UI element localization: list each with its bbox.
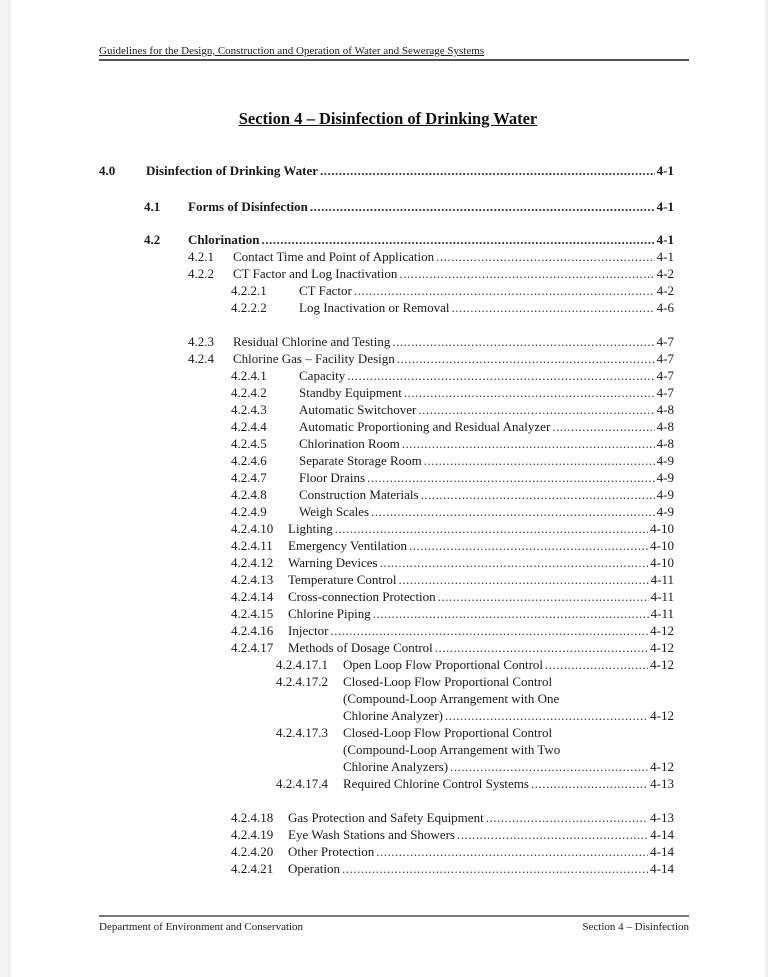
toc-entry-title: Operation [288,861,340,876]
toc-entry-title: Chlorine Piping [288,606,371,621]
toc-entry-number: 4.2.4.17 [231,640,274,655]
toc-entry-continuation [343,708,674,724]
toc-entry-page: 4-8 [656,436,674,451]
toc-entry-page: 4-1 [656,232,674,247]
toc-entry-page: 4-12 [650,640,674,655]
toc-entry-number: 4.2.4.18 [231,810,274,825]
toc-entry[interactable] [231,827,674,843]
toc-entry-page: 4-10 [650,555,674,570]
toc-entry-page: 4-1 [656,163,674,178]
toc-entry[interactable] [188,266,674,282]
dot-leader [335,521,648,537]
dot-leader [452,300,655,316]
toc-entry-number: 4.2.4.17.1 [276,657,328,672]
toc-entry[interactable] [231,470,674,486]
toc-entry-title: Warning Devices [288,555,378,570]
toc-entry-title-line2: (Compound-Loop Arrangement with Two [343,742,561,757]
toc-entry[interactable] [188,351,674,367]
toc-entry[interactable] [231,861,674,877]
toc-entry-title: Open Loop Flow Proportional Control [343,657,544,672]
toc-entry-title: Eye Wash Stations and Showers [288,827,455,842]
toc-entry-page: 4-12 [650,708,674,723]
toc-entry-title: Log Inactivation or Removal [299,300,450,315]
toc-entry-title: Closed-Loop Flow Proportional Control [343,725,553,740]
toc-entry-page: 4-1 [656,249,674,264]
toc-entry-page: 4-9 [656,487,674,502]
toc-entry-title: Closed-Loop Flow Proportional Control [343,674,553,689]
toc-entry[interactable] [188,334,674,350]
toc-entry[interactable] [188,249,674,265]
toc-entry[interactable] [99,163,674,179]
dot-leader [397,351,655,367]
dot-leader [450,759,648,775]
toc-entry[interactable] [231,538,674,554]
toc-entry-page: 4-13 [650,810,674,825]
toc-entry-number: 4.2.4.1 [231,368,267,383]
toc-entry-page: 4-14 [650,844,674,859]
toc-entry-title: Cross-connection Protection [288,589,436,604]
dot-leader [262,232,655,248]
dot-leader [457,827,648,843]
dot-leader [435,640,648,656]
toc-entry-title: Disinfection of Drinking Water [146,163,319,178]
toc-entry-page: 4-12 [650,759,674,774]
dot-leader [399,266,654,282]
toc-entry-number: 4.2.4 [188,351,214,366]
dot-leader [402,436,655,452]
toc-entry-title-line2: (Compound-Loop Arrangement with One [343,691,560,706]
toc-entry-title: Forms of Disinfection [188,199,308,214]
toc-entry-page: 4-7 [656,351,674,366]
toc-entry[interactable] [231,810,674,826]
toc-entry[interactable] [231,623,674,639]
toc-entry-page: 4-9 [656,504,674,519]
toc-entry[interactable] [231,419,674,435]
toc-entry-number: 4.2.4.3 [231,402,267,417]
toc-entry-page: 4-2 [656,283,674,298]
dot-leader [367,470,655,486]
dot-leader [545,657,648,673]
dot-leader [418,402,654,418]
toc-entry-title: Other Protection [288,844,375,859]
toc-entry-number: 4.2.4.12 [231,555,274,570]
toc-entry-number: 4.2.4.14 [231,589,274,604]
toc-entry-number: 4.2.4.19 [231,827,274,842]
toc-entry-number: 4.2.4.9 [231,504,267,519]
dot-leader [376,844,648,860]
toc-entry-title: Injector [288,623,329,638]
toc-entry[interactable] [231,453,674,469]
toc-entry[interactable] [276,674,674,690]
toc-entry-title: Contact Time and Point of Application [233,249,435,264]
toc-entry-page: 4-14 [650,861,674,876]
toc-entry[interactable] [276,776,674,792]
toc-entry-number: 4.2.4.21 [231,861,274,876]
dot-leader [531,776,648,792]
dot-leader [421,487,655,503]
running-footer [99,915,689,933]
toc-entry-title: Chlorination [188,232,260,247]
toc-entry-page: 4-12 [650,623,674,638]
toc-entry-page: 4-10 [650,538,674,553]
toc-entry-number: 4.2.2.1 [231,283,267,298]
toc-entry-number: 4.2 [144,232,161,247]
toc-entry-page: 4-1 [656,199,674,214]
toc-entry-title: Gas Protection and Safety Equipment [288,810,484,825]
dot-leader [552,419,654,435]
toc-entry-page: 4-10 [650,521,674,536]
toc-entry-page: 4-13 [650,776,674,791]
toc-entry-title: Chlorination Room [299,436,400,451]
toc-entry[interactable] [231,572,674,588]
toc-entry-continuation [343,691,674,707]
toc-entry-page: 4-9 [656,453,674,468]
toc-entry[interactable] [231,844,674,860]
toc-entry-number: 4.2.4.17.2 [276,674,328,689]
toc-entry[interactable] [231,606,674,622]
toc-entry-number: 4.2.2.2 [231,300,267,315]
toc-entry-title: Required Chlorine Control Systems [343,776,529,791]
toc-entry[interactable] [231,555,674,571]
toc-entry-page: 4-11 [650,606,674,621]
toc-entry-continuation [343,759,674,775]
dot-leader [404,385,655,401]
toc-entry-title: Capacity [299,368,346,383]
toc-entry-number: 4.2.4.20 [231,844,274,859]
toc-entry-number: 4.2.4.17.3 [276,725,328,740]
dot-leader [347,368,654,384]
dot-leader [436,249,655,265]
toc-entry-title: Methods of Dosage Control [288,640,433,655]
toc-entry[interactable] [231,589,674,605]
toc-entry-title: Temperature Control [288,572,397,587]
dot-leader [320,163,655,179]
toc-entry[interactable] [231,368,674,384]
toc-entry-page: 4-11 [650,572,674,587]
running-header-title: Guidelines for the Design, Construction and Operation of Water and Sewerage Systems [99,45,485,57]
toc-entry-number: 4.2.4.4 [231,419,267,434]
dot-leader [371,504,655,520]
toc-entry-title: Separate Storage Room [299,453,422,468]
toc-entry-number: 4.2.4.11 [231,538,273,553]
toc-entry-number: 4.2.4.8 [231,487,267,502]
toc-entry[interactable] [231,300,674,316]
toc-entry-title: Chlorine Gas – Facility Design [233,351,395,366]
dot-leader [486,810,648,826]
dot-leader [398,572,648,588]
toc-entry-number: 4.2.4.2 [231,385,267,400]
toc-entry-number: 4.2.4.15 [231,606,274,621]
toc-entry[interactable] [276,725,674,741]
toc-entry[interactable] [231,436,674,452]
toc-entry-page: 4-6 [656,300,674,315]
toc-entry-page: 4-12 [650,657,674,672]
toc-entry[interactable] [144,199,674,215]
toc-entry-page: 4-9 [656,470,674,485]
toc-entry-page: 4-11 [650,589,674,604]
toc-entry[interactable] [231,283,674,299]
toc-entry-continuation [343,742,674,758]
toc-entry-number: 4.2.4.16 [231,623,274,638]
toc-entry-title: Floor Drains [299,470,366,485]
dot-leader [392,334,654,350]
toc-entry-title-line3: Chlorine Analyzer) [343,708,443,723]
toc-entry-title: Automatic Switchover [299,402,417,417]
toc-entry-number: 4.0 [99,163,116,178]
toc-entry-number: 4.2.1 [188,249,214,264]
toc-entry-number: 4.1 [144,199,161,214]
toc-entry-page: 4-2 [656,266,674,281]
toc-entry-title: CT Factor and Log Inactivation [233,266,398,281]
toc-entry[interactable] [231,402,674,418]
toc-entry-number: 4.2.2 [188,266,214,281]
toc-entry-title: Weigh Scales [299,504,370,519]
toc-entry[interactable] [231,521,674,537]
toc-entry-number: 4.2.3 [188,334,214,349]
toc-entry[interactable] [231,504,674,520]
toc-entry-page: 4-7 [656,385,674,400]
toc-entry-page: 4-7 [656,368,674,383]
toc-entry-number: 4.2.4.7 [231,470,267,485]
toc-entry[interactable] [276,657,674,673]
running-header [99,44,689,61]
dot-leader [445,708,648,724]
toc-entry-title: CT Factor [299,283,352,298]
dot-leader [330,623,648,639]
toc-entry-page: 4-7 [656,334,674,349]
toc-entry-number: 4.2.4.17.4 [276,776,328,791]
dot-leader [342,861,648,877]
toc-entry[interactable] [231,640,674,656]
toc-entry-title: Lighting [288,521,333,536]
dot-leader [373,606,649,622]
toc-entry-title: Construction Materials [299,487,419,502]
dot-leader [424,453,655,469]
page-title: Section 4 – Disinfection of Drinking Water [238,109,538,128]
toc-entry[interactable] [231,487,674,503]
toc-entry-number: 4.2.4.13 [231,572,274,587]
toc-entry[interactable] [144,232,674,248]
dot-leader [310,199,655,215]
dot-leader [438,589,649,605]
toc-entry[interactable] [231,385,674,401]
dot-leader [354,283,655,299]
footer-section: Section 4 – Disinfection [582,921,689,933]
toc-entry-title: Emergency Ventilation [288,538,408,553]
toc-entry-page: 4-8 [656,402,674,417]
toc-entry-title-line3: Chlorine Analyzers) [343,759,449,774]
toc-entry-title: Automatic Proportioning and Residual Analyzer [299,419,551,434]
toc-entry-title: Standby Equipment [299,385,402,400]
toc-entry-page: 4-14 [650,827,674,842]
toc-entry-number: 4.2.4.6 [231,453,267,468]
toc-entry-number: 4.2.4.5 [231,436,267,451]
dot-leader [409,538,648,554]
toc-entry-number: 4.2.4.10 [231,521,274,536]
document-page [11,0,765,977]
toc-entry-title: Residual Chlorine and Testing [233,334,391,349]
toc-entry-page: 4-8 [656,419,674,434]
dot-leader [380,555,649,571]
footer-organization: Department of Environment and Conservation [99,921,304,933]
